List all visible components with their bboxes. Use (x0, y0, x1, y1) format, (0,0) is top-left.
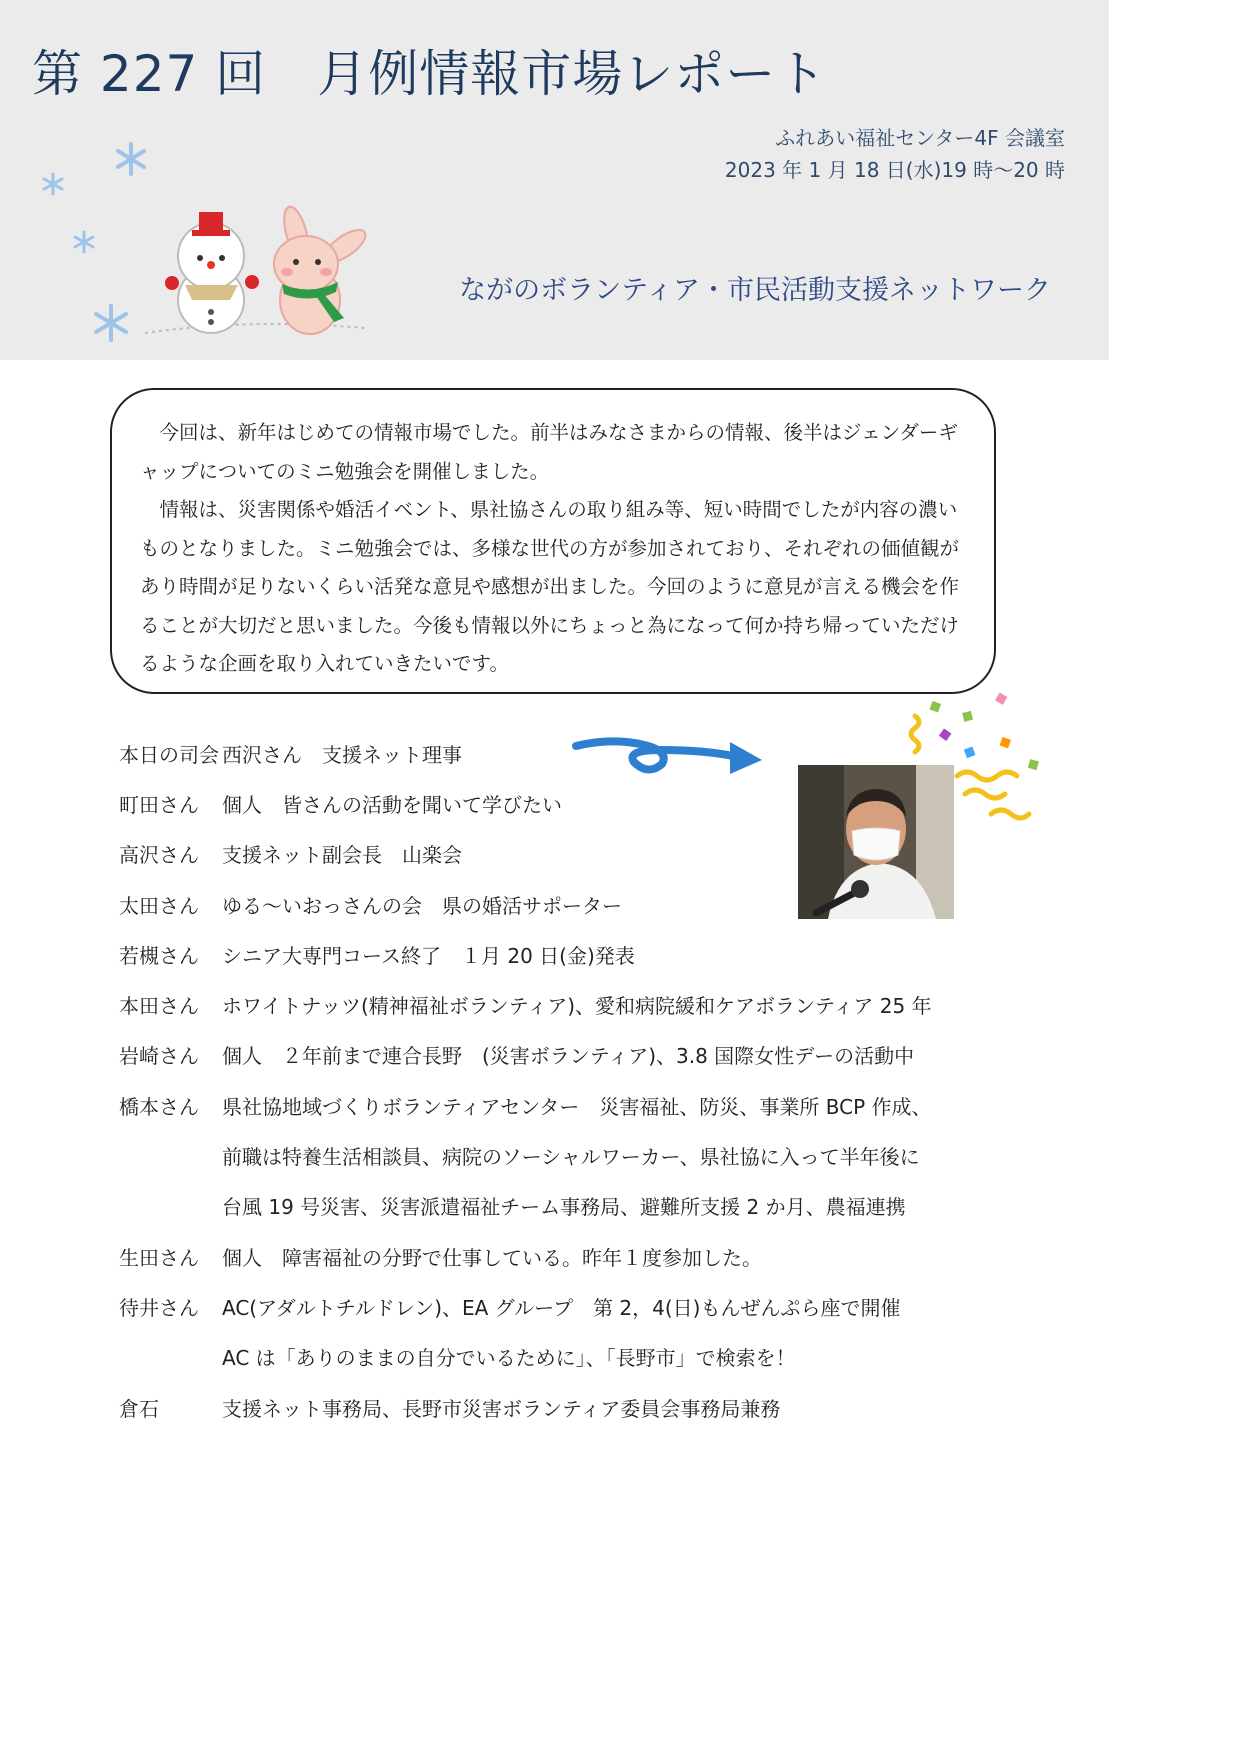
list-item (119, 728, 1019, 778)
attendee-info: 台風 19 号災害、災害派遣福祉チーム事務局、避難所支援 2 か月、農福連携 (222, 1195, 906, 1220)
attendee-name: 待井さん (119, 1295, 199, 1320)
attendee-info: 西沢さん 支援ネット理事 (222, 742, 462, 767)
snowflake-icon (75, 232, 93, 252)
attendee-info: 支援ネット副会長 山楽会 (222, 843, 462, 868)
list-item (119, 1130, 1019, 1180)
attendee-name: 高沢さん (119, 843, 199, 868)
snowflake-icon (96, 306, 126, 340)
list-item (119, 879, 1019, 929)
attendee-name: 橋本さん (119, 1094, 199, 1119)
list-item (119, 1382, 1019, 1432)
list-item (119, 1332, 1019, 1382)
summary-paragraph: 情報は、災害関係や婚活イベント、県社協さんの取り組み等、短い時間でしたが内容の濃いものとなりました。ミニ勉強会では、多様な世代の方が参加されており、それぞれの価値観があり時間が足りないくらい活発な意見や感想が出ました。今回のように意見が言える機会を作ることが大切だと思いました。今後も情報以外にちょっと為になって何か持ち帰っていただけるような企画を取り入れていきたいです。 (140, 498, 960, 675)
attendee-name: 生田さん (119, 1245, 199, 1270)
attendee-info: 支援ネット事務局、長野市災害ボランティア委員会事務局兼務 (222, 1396, 781, 1421)
list-item (119, 979, 1019, 1029)
page-title: 第 227 回 月例情報市場レポート (32, 45, 828, 103)
attendee-name: 本日の司会 (119, 742, 219, 767)
organization-name: ながのボランティア・市民活動支援ネットワーク (459, 275, 1051, 306)
attendee-info: 前職は特養生活相談員、病院のソーシャルワーカー、県社協に入って半年後に (222, 1145, 920, 1170)
snowflake-icon (118, 144, 144, 174)
attendee-name: 岩崎さん (119, 1044, 199, 1069)
list-item (119, 1080, 1019, 1130)
datetime-text: 2023 年 1 月 18 日(水)19 時～20 時 (724, 158, 1065, 182)
attendee-list (119, 728, 1019, 1432)
venue-text: ふれあい福祉センター4F 会議室 (775, 126, 1065, 150)
attendee-info: 個人 障害福祉の分野で仕事している。昨年１度参加した。 (222, 1245, 762, 1270)
attendee-info: AC(アダルトチルドレン)、EA グループ 第 2，4(日)もんぜんぷら座で開催 (222, 1295, 901, 1320)
header-banner (0, 0, 1109, 360)
attendee-info: シニア大専門コース終了 １月 20 日(金)発表 (222, 943, 635, 968)
attendee-name: 若槻さん (119, 943, 199, 968)
list-item (119, 1281, 1019, 1331)
list-item (119, 1030, 1019, 1080)
attendee-info: 個人 皆さんの活動を聞いて学びたい (222, 792, 562, 817)
attendee-info: 県社協地域づくりボランティアセンター 災害福祉、防災、事業所 BCP 作成、 (222, 1094, 932, 1119)
list-item (119, 778, 1019, 828)
list-item (119, 929, 1019, 979)
rabbit-icon (274, 204, 370, 334)
attendee-info: AC は「ありのままの自分でいるために」、「長野市」で検索を！ (222, 1346, 796, 1371)
list-item (119, 829, 1019, 879)
attendee-name: 倉石 (119, 1396, 159, 1421)
summary-box (110, 388, 996, 694)
list-item (119, 1231, 1019, 1281)
attendee-name: 本田さん (119, 994, 199, 1019)
attendee-info: 個人 ２年前まで連合長野 (災害ボランティア)、3.8 国際女性デーの活動中 (222, 1044, 915, 1069)
attendee-name: 太田さん (119, 893, 199, 918)
snowman-icon (165, 212, 259, 333)
attendee-info: ゆる～いおっさんの会 県の婚活サポーター (222, 893, 622, 918)
attendee-info: ホワイトナッツ(精神福祉ボランティア)、愛和病院緩和ケアボランティア 25 年 (222, 994, 932, 1019)
attendee-name: 町田さん (119, 792, 199, 817)
list-item (119, 1181, 1019, 1231)
summary-paragraph: 今回は、新年はじめての情報市場でした。前半はみなさまからの情報、後半はジェンダーギャップについてのミニ勉強会を開催しました。 (140, 421, 958, 483)
snowflake-icon (44, 174, 62, 194)
